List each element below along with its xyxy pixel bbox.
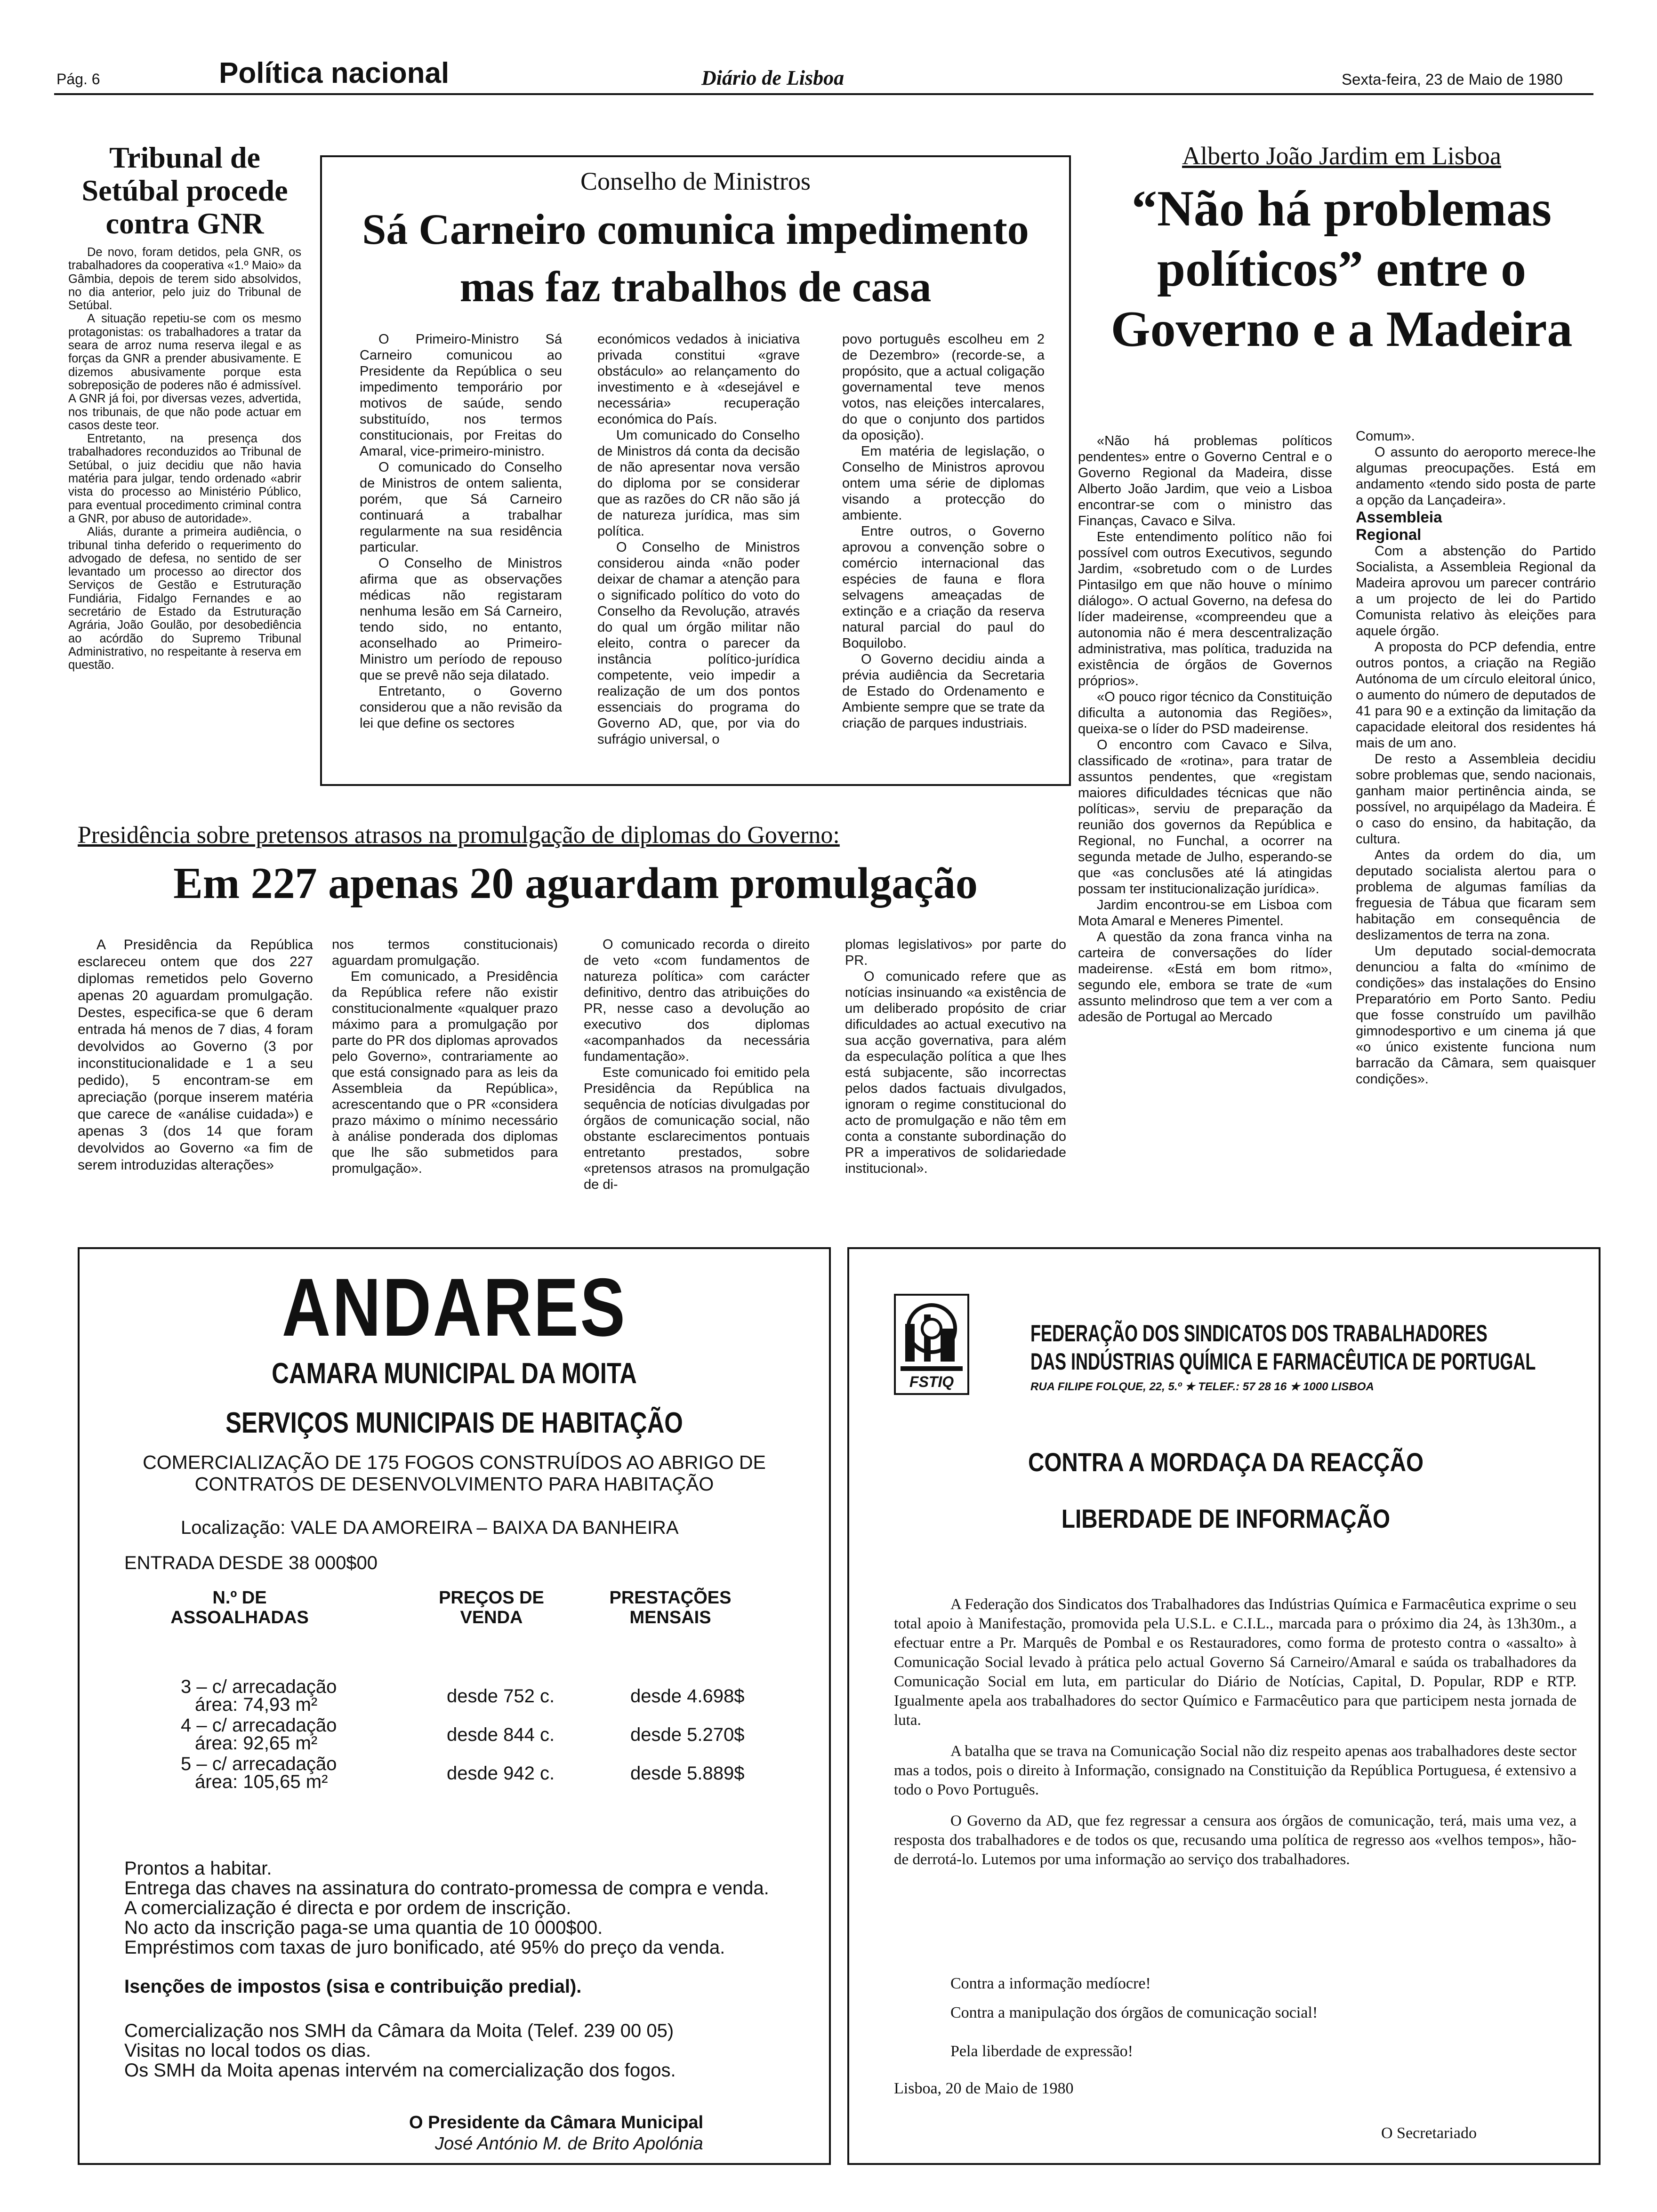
article-headline: Em 227 apenas 20 aguardam promulgação [173,859,978,908]
slogan: Contra a informação medíocre! [950,1975,1151,1992]
paragraph: O comunicado refere que as notícias insinuando «a existência de um deliberado propósito de criar dificuldades ao actual executivo na sua acção governativa, para além da especulação política a que lhes está subjacente, são incorrectas pelos dados factuais divulgados, ignoram o regime constitucional do acto de promulgação e não têm em conta a constante subordinação do PR a imperativos de solidariedade institucional». [845,969,1066,1176]
column [597,331,800,747]
paragraph: A proposta do PCP defendia, entre outros pontos, a criação na Região Autónoma de um círculo eleitoral único, o aumento do número de deputados de 41 para 90 e a extinção da limitação da capacidade eleitoral dos residentes há mais de um ano. [1356,640,1596,751]
note-line: A comercialização é directa e por ordem de inscrição. [124,1898,571,1918]
paragraph: nos termos constitucionais) aguardam promulgação. [332,937,558,968]
article-headline: Sá Carneiro comunica impedimento mas faz trabalhos de casa [362,205,1029,311]
paragraph: económicos vedados à iniciativa privada constitui «grave obstáculo» ao relançamento do investimento e à «desejável e necessária» recuperação económica do País. [597,332,800,427]
unit-type: 3 – c/ arrecadação [181,1676,337,1697]
column-header: PRESTAÇÕES MENSAIS [609,1588,732,1627]
article-jardim [1078,141,1605,1242]
ad-title: ANDARES [282,1262,627,1354]
unit-monthly: desde 5.270$ [630,1724,745,1745]
contact-line: Comercialização nos SMH da Câmara da Moita (Telef. 239 00 05) [124,2020,674,2041]
contact-line: Visitas no local todos os dias. [124,2040,371,2061]
column-header: PREÇOS DE VENDA [439,1588,544,1627]
page-header [0,0,1657,99]
article-kicker: Conselho de Ministros [580,167,811,195]
paragraph: Em matéria de legislação, o Conselho de Ministros aprovou ontem uma série de diplomas visando a protecção do ambiente. [842,444,1045,523]
paragraph: A batalha que se trava na Comunicação Social não diz respeito apenas aos trabalhadores deste sector mas a todos, pois o direito à Informação, consignado na Constituição da República Portuguesa, é extensivo a todo o Povo Português. [894,1743,1577,1798]
article-kicker: Presidência sobre pretensos atrasos na promulgação de diplomas do Governo: [78,822,840,849]
article-kicker: Alberto João Jardim em Lisboa [1182,142,1501,170]
ad-headline: LIBERDADE DE INFORMAÇÃO [1061,1504,1391,1533]
section-title: Política nacional [219,57,450,89]
paragraph: O comunicado recorda o direito de veto «com fundamentos de natureza política» com carácter definitivo, dentro das atribuições do PR, nesse caso a devolução ao executivo dos diplomas «acompanhados da necessária fundamentação». [584,937,810,1064]
unit-type: 5 – c/ arrecadação [181,1754,337,1774]
paragraph: O Primeiro-Ministro Sá Carneiro comunicou ao Presidente da República o seu impedimento temporário por motivos de saúde, sendo substituído, nos termos constitucionais, por Freitas do Amaral, vice-primeiro-ministro. [360,332,562,459]
org-name: DAS INDÚSTRIAS QUÍMICA E FARMACÊUTICA DE PORTUGAL [1030,1348,1536,1375]
paragraph: Entretanto, o Governo considerou que a não revisão da lei que define os sectores [360,684,562,731]
paragraph: A Presidência da República esclareceu ontem que dos 227 diplomas remetidos pelo Governo apenas 20 aguardam promulgação. Destes, especifica-se que 6 deram entrada há menos de 7 dias, 4 foram devolvidos ao Governo (3 por inconstitucionalidade e 1 a seu pedido), 5 encontram-se em apreciação (porque inserem matéria que carece de «análise cuidada») e apenas 3 (dos 14 que foram devolvidos ao Governo «a fim de serem introduzidas alterações» [78,937,313,1173]
ad-fstiq [847,1247,1601,2165]
org-address: RUA FILIPE FOLQUE, 22, 5.º ★ TELEF.: 57 28 16 ★ 1000 LISBOA [1030,1380,1374,1393]
paragraph: Um deputado social-democrata denunciou a falta do «mínimo de condições» das instalações do Ensino Preparatório em Porto Santo. Pediu que fosse construído um pavilhão gimnodesportivo e um cinema já que «o único existente funciona num barracão da Câmara, sem quaisquer condições». [1356,944,1596,1087]
slogan: Pela liberdade de expressão! [950,2043,1133,2060]
paragraph: De resto a Assembleia decidiu sobre problemas que, sendo nacionais, ganham maior pertinência ainda, se possível, no arquipélago da Madeira. É o caso do ensino, da habitação, da cultura. [1356,752,1596,847]
article-headline: Tribunal de Setúbal procede contra GNR [81,141,288,240]
paragraph: O Governo decidiu ainda a prévia audiência da Secretaria de Estado do Ordenamento e Ambiente sempre que se trate da criação de parques industriais. [842,652,1045,731]
column-header: N.º DE ASSOALHADAS [170,1588,309,1627]
note-line: Prontos a habitar. [124,1858,272,1879]
column [1078,433,1332,1025]
signer: O Secretariado [1381,2124,1477,2142]
unit-area: área: 92,65 m² [195,1733,318,1754]
paragraph: O Governo da AD, que fez regressar a censura aos órgãos de comunicação, terá, mais uma vez, a resposta dos trabalhadores e de todos os que, recusando uma política de regresso aos «velhos tempos», hão-de derrotá-lo. Lutemos por uma informação ao serviço dos trabalhadores. [894,1812,1577,1868]
column [584,937,810,1193]
paragraph: Entre outros, o Governo aprovou a convenção sobre o comércio internacional das espécies de fauna e flora selvagens ameaçadas de extinção e a criação da reserva natural parcial do paul do Boquilobo. [842,524,1045,651]
ad-headline: CONTRA A MORDAÇA DA REACÇÃO [1028,1447,1424,1477]
column [842,331,1045,731]
subhead: Assembleia Regional [1356,508,1442,543]
org-name: FEDERAÇÃO DOS SINDICATOS DOS TRABALHADORES [1030,1320,1488,1346]
article-tribunal [68,141,301,672]
paragraph: Este comunicado foi emitido pela Presidência da República na sequência de notícias divulgadas por órgãos de comunicação social, não obstante esclarecimentos pontuais entretanto prestados, sobre «pretensos atrasos na promulgação de di- [584,1065,810,1192]
note-line: No acto da inscrição paga-se uma quantia de 10 000$00. [124,1917,603,1938]
masthead: Diário de Lisboa [701,66,845,89]
paragraph: De novo, foram detidos, pela GNR, os trabalhadores da cooperativa «1.º Maio» da Gâmbia, depois de terem sido absolvidos, no dia anterior, pelo juiz do Tribunal de Setúbal. [68,246,301,313]
article-presidencia [78,821,1073,1226]
paragraph: Aliás, durante a primeira audiência, o tribunal tinha deferido o requerimento do advogado de defesa, no sentido de ser levantado um processo ao director dos Serviços de Gestão e Estruturação Fundiária, Fidalgo Fernandes e ao secretário de Estado da Estruturação Agrária, João Goulão, por desobediência ao acórdão do Supremo Tribunal Administrativo, no respeitante à reserva em questão. [68,525,301,672]
ad-intro: CONTRATOS DE DESENVOLVIMENTO PARA HABITAÇÃO [194,1473,714,1495]
contact-line: Os SMH da Moita apenas intervém na comercialização dos fogos. [124,2060,676,2081]
article-headline: “Não há problemas políticos” entre o Governo e a Madeira [1110,181,1573,357]
paragraph: Este entendimento político não foi possível com outros Executivos, segundo Jardim, «sobretudo com o de Lurdes Pintasilgo em que não houve o mínimo diálogo». O actual Governo, na defesa do líder madeirense, «compreendeu que a autonomia não é mera descentralização administrativa, mas política, traduzida na existência de órgãos de Governos próprios». [1078,529,1332,689]
ad-subtitle: CAMARA MUNICIPAL DA MOITA [272,1357,637,1390]
ad-andares [78,1247,831,2165]
table-row [80,1754,833,1793]
note-line: Empréstimos com taxas de juro bonificado, até 95% do preço da venda. [124,1937,725,1958]
paragraph: A Federação dos Sindicatos dos Trabalhadores das Indústrias Química e Farmacêutica exprime o seu total apoio à Manifestação, promovida pela U.S.L. e C.I.L., marcada para o próximo dia 24, às 13h30m., a efectuar entre a Pr. Marquês de Pombal e os Restauradores, como forma de protesto contra o «assalto» à Comunicação Social levado à prática pelo actual Governo Sá Carneiro/Amaral e saúda os trabalhadores da Comunicação Social em luta, em particular do Diário de Notícias, Capital, D. Popular, RDP e RTP. Igualmente apela aos trabalhadores do sector Químico e Farmacêutico para que participem nesta jornada de luta. [894,1596,1577,1729]
issue-date: Sexta-feira, 23 de Maio de 1980 [1342,71,1563,88]
page-number: Pág. 6 [56,71,100,88]
ad-intro: COMERCIALIZAÇÃO DE 175 FOGOS CONSTRUÍDOS AO ABRIGO DE [143,1451,766,1473]
paragraph: Entretanto, na presença dos trabalhadores reconduzidos ao Tribunal de Setúbal, o juiz decidiu que não havia matéria para julgar, tendo ordenado «abrir vista do processo ao Ministério Público, para eventual procedimento criminal contra a GNR, por abuso de autoridade». [68,432,301,525]
paragraph: O Conselho de Ministros considerou ainda «não poder deixar de chamar a atenção para o significado político do voto do Conselho da Revolução, através do qual um órgão militar não eleito, contra o parecer da instância político-jurídica competente, veio impedir a realização de um dos pontos essenciais do programa do Governo AD, que, por via do sufrágio universal, o [597,540,800,747]
header-rule [54,93,1593,95]
unit-price: desde 752 c. [447,1686,555,1707]
paragraph: A situação repetiu-se com os mesmo protagonistas: os trabalhadores a tratar da seara de arroz numa reserva ilegal e as forças da GNR a prender abusivamente. E dizemos abusivamente porque esta sobreposição de poderes não é admissível. A GNR já foi, por diversas vezes, advertida, nos tribunais, de que não pode actuar em casos deste teor. [68,312,301,432]
paragraph: Com a abstenção do Partido Socialista, a Assembleia Regional da Madeira aprovou um parecer contrário a um projecto de lei do Partido Comunista relativo às eleições para aquele órgão. [1356,544,1596,639]
column [78,937,313,1174]
paragraph: povo português escolheu em 2 de Dezembro» (recorde-se, a propósito, que a actual coligação governamental teve menos votos, nas eleições intercalares, do que o conjunto dos partidos da oposição). [842,332,1045,443]
signer-title: O Presidente da Câmara Municipal [409,2113,704,2132]
place-date: Lisboa, 20 de Maio de 1980 [894,2080,1074,2097]
unit-monthly: desde 5.889$ [630,1763,745,1784]
ad-contacts [124,2021,807,2080]
paragraph: Jardim encontrou-se em Lisboa com Mota Amaral e Meneres Pimentel. [1078,898,1332,929]
ad-body [894,1595,1577,1881]
paragraph: Em comunicado, a Presidência da República refere não existir constitucionalmente «qualquer prazo máximo para a promulgação por parte do PR dos diplomas aprovados pelo Governo», contrariamente ao que está consignado para as leis da Assembleia da República», acrescentando que o PR «considera prazo máximo o mínimo necessário à análise ponderada dos diplomas que lhe são submetidos para promulgação». [332,969,558,1176]
ad-subtitle: SERVIÇOS MUNICIPAIS DE HABITAÇÃO [225,1407,683,1439]
article-conselho [320,155,1071,786]
table-row [80,1715,833,1755]
ad-notes [124,1859,807,1957]
ad-tax: Isenções de impostos (sisa e contribuição predial). [124,1976,582,1997]
unit-area: área: 105,65 m² [195,1771,328,1792]
column [1356,428,1596,1087]
paragraph: Comum». [1356,429,1415,444]
table-row [80,1676,833,1716]
paragraph: «Não há problemas políticos pendentes» entre o Governo Central e o Governo Regional da Madeira, disse Alberto João Jardim, que veio a Lisboa encontrar-se com o ministro das Finanças, Cavaco e Silva. [1078,433,1332,529]
paragraph: O Conselho de Ministros afirma que as observações médicas não registaram nenhuma lesão em Sá Carneiro, tendo sido, no entanto, aconselhado ao Primeiro-Ministro um período de repouso que se prevê não seja dilatado. [360,556,562,683]
slogan: Contra a manipulação dos órgãos de comunicação social! [950,2004,1318,2021]
signer-name: José António M. de Brito Apolónia [435,2134,703,2154]
unit-price: desde 942 c. [447,1763,555,1784]
note-line: Entrega das chaves na assinatura do contrato-promessa de compra e venda. [124,1878,769,1899]
ad-entry: ENTRADA DESDE 38 000$00 [124,1553,378,1573]
paragraph: O comunicado do Conselho de Ministros de ontem salienta, porém, que Sá Carneiro continuará a trabalhar regularmente na sua residência particular. [360,460,562,555]
factory-gear-icon [896,1296,967,1376]
logo-text: FSTIQ [909,1373,954,1390]
paragraph: A questão da zona franca vinha na carteira de conversações do líder madeirense. «Está em bom ritmo», segundo ele, embora se trate de «um assunto melindroso que tem a ver com a adesão de Portugal ao Mercado [1078,930,1332,1025]
unit-type: 4 – c/ arrecadação [181,1715,337,1736]
paragraph: O assunto do aeroporto merece-lhe algumas preocupações. Está em andamento «tendo sido posta de parte a opção da Lançadeira». [1356,445,1596,508]
slogans [950,1969,1562,2066]
unit-monthly: desde 4.698$ [630,1686,745,1707]
paragraph: plomas legislativos» por parte do PR. [845,937,1066,968]
paragraph: «O pouco rigor técnico da Constituição dificulta a autonomia das Regiões», queixa-se o líder do PSD madeirense. [1078,689,1332,737]
fstiq-logo [894,1294,969,1395]
unit-area: área: 74,93 m² [195,1694,318,1715]
paragraph: O encontro com Cavaco e Silva, classificado de «rotina», para tratar de assuntos pendentes, que «registam maiores dificuldades técnicas que não políticas», serviu de preparação da reunião dos governos da República e Regional, no Funchal, a ocorrer na segunda metade de Julho, esperando-se que «as conclusões até lá atingidas possam ter institucionalização jurídica». [1078,737,1332,897]
unit-price: desde 844 c. [447,1724,555,1745]
column [332,937,558,1177]
column [845,937,1066,1177]
column [360,331,562,731]
paragraph: Antes da ordem do dia, um deputado socialista alertou para o problema de algumas famílias da freguesia de Tábua que ficaram sem habitação em consequência de deslizamentos de terra na zona. [1356,848,1596,943]
paragraph: Um comunicado do Conselho de Ministros dá conta da decisão de não apresentar nova versão do diploma por se considerar que as razões do CR não são já de natureza jurídica, mas sim política. [597,428,800,539]
ad-location: Localização: VALE DA AMOREIRA – BAIXA DA BANHEIRA [181,1517,679,1538]
